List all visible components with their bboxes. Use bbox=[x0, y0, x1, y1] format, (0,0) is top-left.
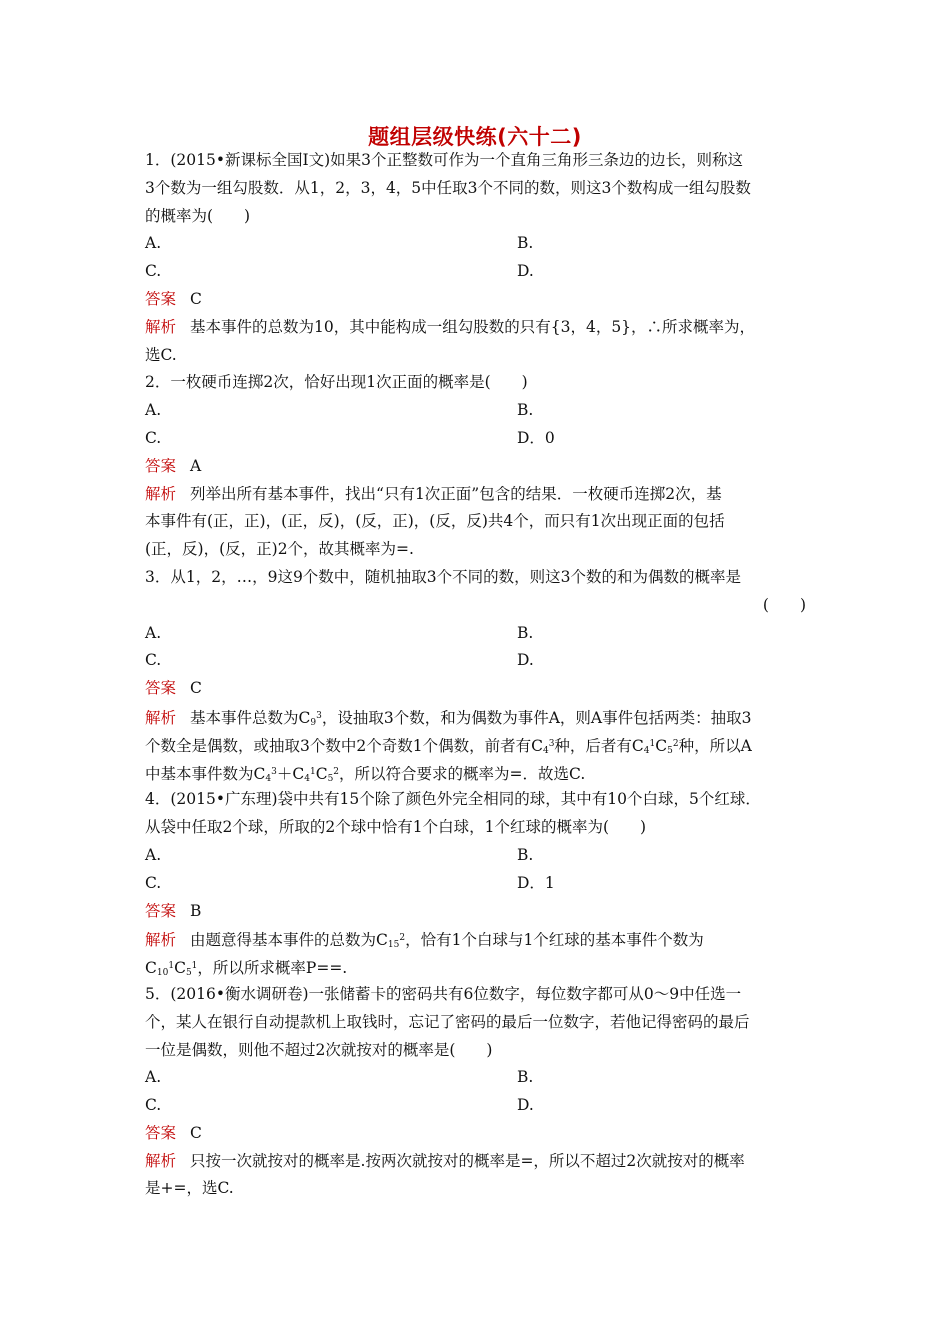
analysis-label: 解析 bbox=[145, 1151, 177, 1170]
analysis-text: 基本事件总数为C bbox=[190, 708, 311, 727]
analysis-text: ，恰有1个白球与1个红球的基本事件个数为 bbox=[405, 931, 704, 950]
question-text: 从袋中任取2个球，所取的2个球中恰有1个白球，1个红球的概率为( ) bbox=[145, 818, 647, 837]
analysis-line bbox=[145, 703, 810, 731]
answer-line bbox=[145, 675, 810, 703]
analysis-text: 种，后者有C bbox=[554, 736, 644, 755]
option-c: C. bbox=[145, 651, 162, 670]
page-title: 题组层级快练(六十二) bbox=[368, 125, 582, 149]
option-d: D．0 bbox=[517, 428, 555, 447]
option-c: C. bbox=[145, 428, 162, 447]
analysis-label: 解析 bbox=[145, 931, 177, 950]
analysis-line bbox=[145, 481, 810, 509]
analysis-text: 是+=，选C. bbox=[145, 1179, 234, 1198]
options-row bbox=[145, 1064, 810, 1092]
question-text: 一位是偶数，则他不超过2次就按对的概率是( ) bbox=[145, 1040, 493, 1059]
analysis-text: 中基本事件数为C bbox=[145, 764, 266, 783]
analysis-line bbox=[145, 759, 810, 787]
option-a: A. bbox=[145, 623, 162, 642]
options-row bbox=[145, 842, 810, 870]
superscript: 3 bbox=[271, 766, 277, 777]
answer-label: 答案 bbox=[145, 289, 177, 308]
option-d: D. bbox=[517, 651, 534, 670]
superscript: 3 bbox=[316, 710, 322, 721]
options-row bbox=[145, 870, 810, 898]
question-text: 4．(2015•广东理)袋中共有15个除了颜色外完全相同的球，其中有10个白球，5个红球． bbox=[145, 790, 761, 809]
subscript: 5 bbox=[185, 968, 192, 979]
question-text: 1．(2015•新课标全国Ⅰ文)如果3个正整数可作为一个直角三角形三条边的边长，则称这 bbox=[145, 151, 744, 169]
analysis-text: 种，所以A bbox=[678, 736, 752, 755]
analysis-text: C bbox=[174, 959, 186, 978]
option-a: A. bbox=[145, 1068, 162, 1087]
answer-value: B bbox=[190, 901, 202, 920]
option-b: B. bbox=[517, 234, 534, 253]
superscript: 1 bbox=[309, 766, 316, 777]
question-text: 的概率为( ) bbox=[145, 206, 251, 225]
options-row bbox=[145, 1092, 810, 1120]
options-row bbox=[145, 397, 810, 425]
question-list bbox=[145, 147, 810, 1203]
superscript: 1 bbox=[168, 961, 175, 972]
question-text: 2．一枚硬币连掷2次，恰好出现1次正面的概率是( ) bbox=[145, 373, 528, 392]
analysis-text: ，所以所求概率P==. bbox=[197, 959, 348, 978]
superscript: 2 bbox=[333, 766, 340, 777]
option-d: D. bbox=[517, 262, 534, 281]
analysis-text: ＋C bbox=[276, 764, 305, 783]
question-4 bbox=[145, 786, 810, 981]
analysis-text: 选C. bbox=[145, 345, 177, 364]
answer-value: A bbox=[190, 456, 202, 475]
question-1 bbox=[145, 147, 810, 369]
analysis-text: 只按一次就按对的概率是.按两次就按对的概率是=，所以不超过2次就按对的概率 bbox=[190, 1151, 745, 1170]
analysis-text: C bbox=[655, 736, 668, 755]
analysis-text: 个数全是偶数，或抽取3个数中2个奇数1个偶数，前者有C bbox=[145, 736, 543, 755]
question-text: 5．(2016•衡水调研卷)一张储蓄卡的密码共有6位数字，每位数字都可从0～9中任选一 bbox=[145, 984, 742, 1003]
analysis-text: 基本事件的总数为10，其中能构成一组勾股数的只有{3，4，5}，∴所求概率为， bbox=[190, 317, 756, 336]
analysis-text: C bbox=[315, 764, 328, 783]
answer-line bbox=[145, 1120, 810, 1148]
question-text: 3．从1，2，…，9这9个数中，随机抽取3个不同的数，则这3个数的和为偶数的概率是 bbox=[145, 567, 742, 586]
analysis-text: 列举出所有基本事件，找出“只有1次正面”包含的结果．一枚硬币连掷2次，基 bbox=[190, 484, 722, 503]
analysis-text: 由题意得基本事件的总数为C bbox=[190, 931, 388, 950]
option-b: B. bbox=[517, 401, 534, 420]
analysis-text: (正，反)，(反，正)2个，故其概率为=. bbox=[145, 540, 414, 559]
option-a: A. bbox=[145, 401, 162, 420]
subscript: 9 bbox=[310, 717, 317, 728]
subscript: 4 bbox=[265, 773, 272, 784]
analysis-label: 解析 bbox=[145, 317, 177, 336]
option-d: D. bbox=[517, 1096, 534, 1115]
answer-label: 答案 bbox=[145, 679, 177, 698]
options-row bbox=[145, 620, 810, 648]
answer-label: 答案 bbox=[145, 456, 177, 475]
option-c: C. bbox=[145, 262, 162, 281]
options-row bbox=[145, 258, 810, 286]
analysis-line bbox=[145, 731, 810, 759]
options-row bbox=[145, 647, 810, 675]
analysis-text: ，设抽取3个数，和为偶数为事件A，则A事件包括两类：抽取3 bbox=[321, 708, 752, 727]
analysis-text: ，所以符合要求的概率为=．故选C. bbox=[339, 764, 586, 783]
option-b: B. bbox=[517, 1068, 534, 1087]
analysis-line bbox=[145, 1148, 810, 1176]
question-text: 个，某人在银行自动提款机上取钱时，忘记了密码的最后一位数字，若他记得密码的最后 bbox=[145, 1012, 750, 1031]
option-c: C. bbox=[145, 873, 162, 892]
analysis-line bbox=[145, 314, 810, 342]
answer-line bbox=[145, 453, 810, 481]
superscript: 2 bbox=[672, 738, 679, 749]
question-text: ( ) bbox=[762, 595, 806, 614]
answer-line bbox=[145, 898, 810, 926]
analysis-text: C bbox=[145, 959, 157, 978]
subscript: 4 bbox=[542, 745, 549, 756]
question-3 bbox=[145, 564, 810, 786]
subscript: 4 bbox=[643, 745, 650, 756]
answer-value: C bbox=[190, 679, 202, 698]
analysis-line bbox=[145, 925, 810, 953]
option-a: A. bbox=[145, 234, 162, 253]
superscript: 1 bbox=[649, 738, 656, 749]
subscript: 4 bbox=[304, 773, 310, 784]
subscript: 10 bbox=[156, 968, 169, 979]
option-d: D．1 bbox=[517, 873, 555, 892]
analysis-line bbox=[145, 953, 810, 981]
question-5 bbox=[145, 981, 810, 1203]
answer-label: 答案 bbox=[145, 901, 177, 920]
answer-value: C bbox=[190, 1123, 202, 1142]
question-2 bbox=[145, 369, 810, 564]
superscript: 1 bbox=[191, 961, 198, 972]
answer-value: C bbox=[190, 289, 202, 308]
analysis-text: 本事件有(正，正)，(正，反)，(反，正)，(反，反)共4个，而只有1次出现正面的包括 bbox=[145, 512, 725, 531]
subscript: 15 bbox=[387, 940, 400, 951]
options-row bbox=[145, 425, 810, 453]
option-c: C. bbox=[145, 1096, 162, 1115]
subscript: 5 bbox=[327, 773, 334, 784]
option-a: A. bbox=[145, 845, 162, 864]
question-text: 3个数为一组勾股数．从1，2，3，4，5中任取3个不同的数，则这3个数构成一组勾股数 bbox=[145, 178, 751, 197]
subscript: 5 bbox=[667, 745, 673, 756]
answer-label: 答案 bbox=[145, 1123, 177, 1142]
answer-line bbox=[145, 286, 810, 314]
option-b: B. bbox=[517, 845, 534, 864]
analysis-label: 解析 bbox=[145, 484, 177, 503]
superscript: 2 bbox=[399, 933, 406, 944]
analysis-label: 解析 bbox=[145, 708, 177, 727]
option-b: B. bbox=[517, 623, 534, 642]
options-row bbox=[145, 230, 810, 258]
superscript: 3 bbox=[548, 738, 555, 749]
